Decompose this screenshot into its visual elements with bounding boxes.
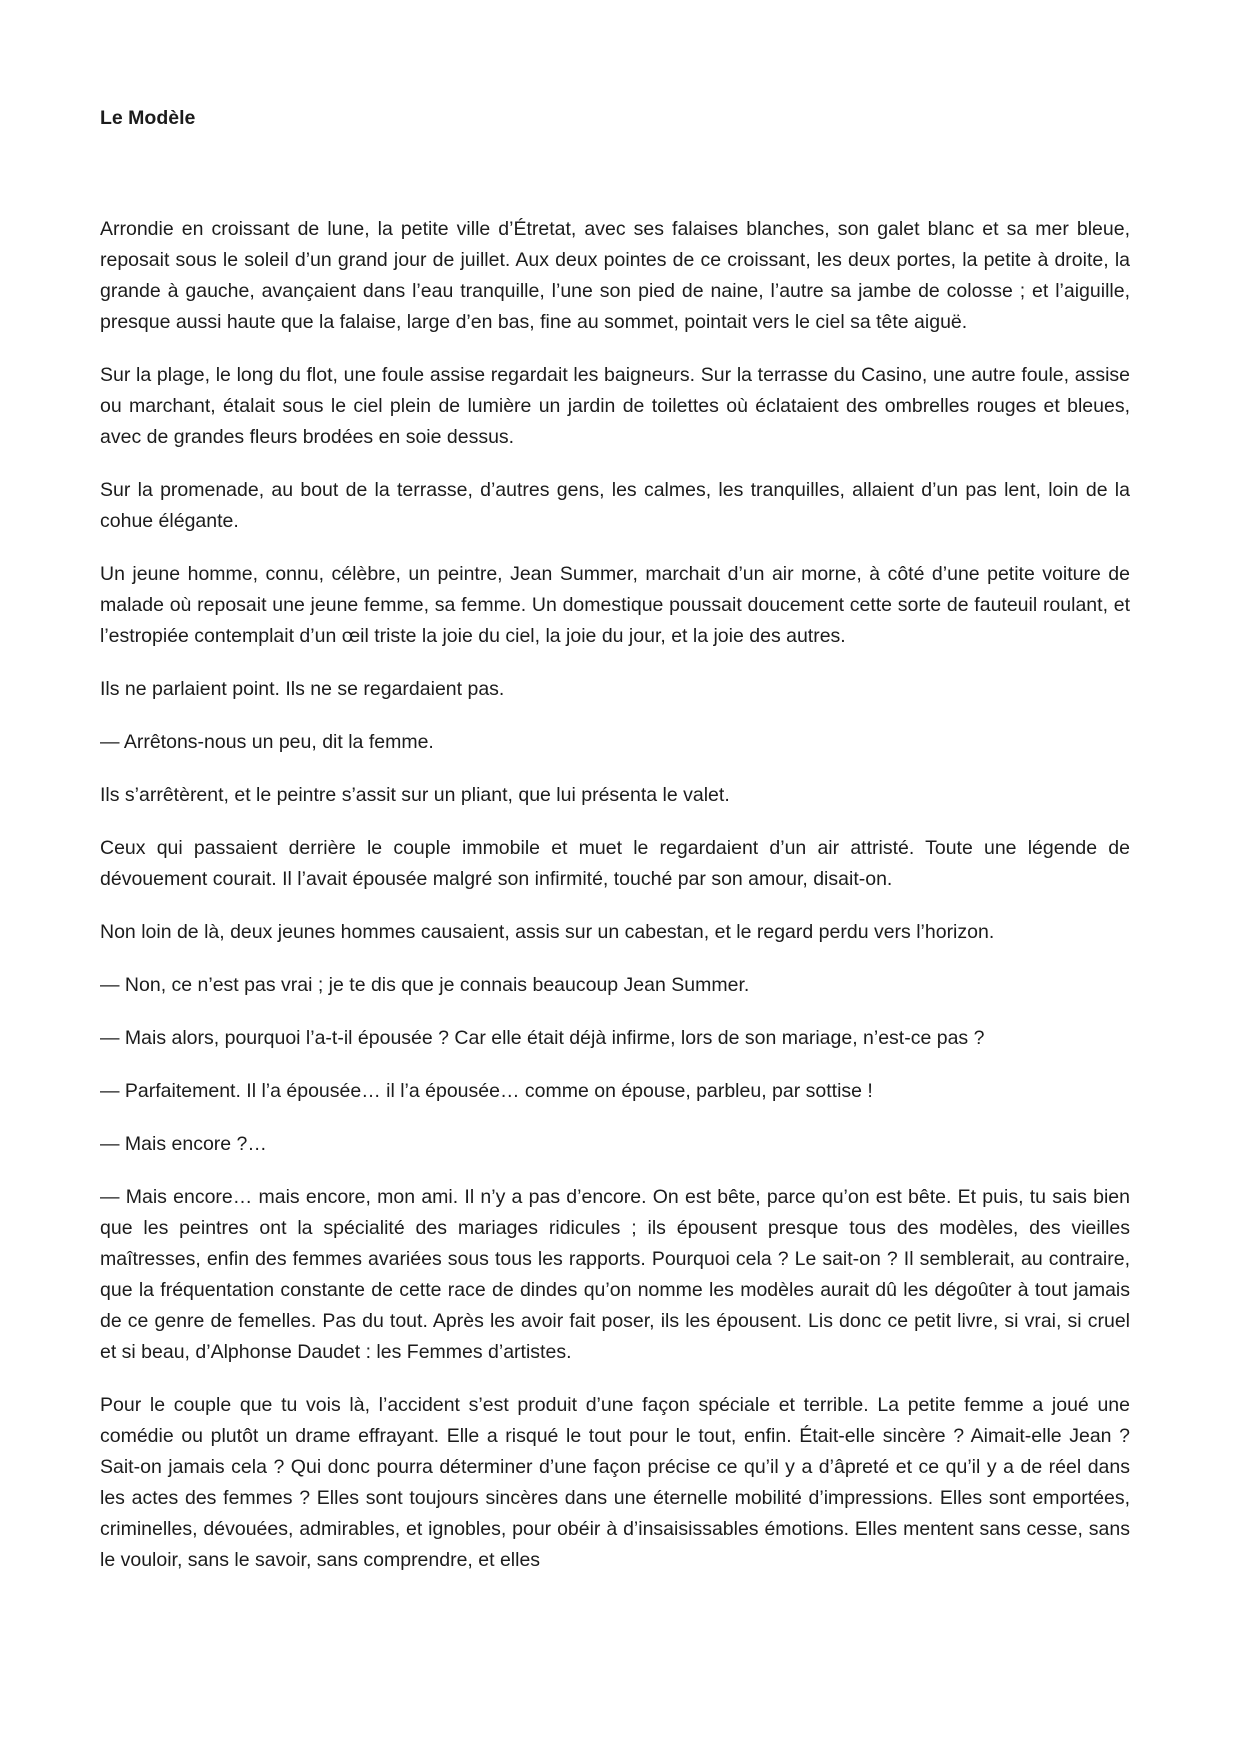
paragraph: Sur la plage, le long du flot, une foule assise regardait les baigneurs. Sur la terrasse du Casino, une autre foule, assise ou marchant, étalait sous le ciel plein de lumière un jardin de toilettes où éclataient des ombrelles rouges et bleues, avec de grandes fleurs brodées en soie dessus. bbox=[100, 364, 1130, 448]
paragraph: — Parfaitement. Il l’a épousée… il l’a épousée… comme on épouse, parbleu, par sottise ! bbox=[100, 1080, 873, 1102]
paragraph: Un jeune homme, connu, célèbre, un peintre, Jean Summer, marchait d’un air morne, à côté d’une petite voiture de malade où reposait une jeune femme, sa femme. Un domestique poussait doucement cette sorte de fauteuil roulant, et l’estropiée contemplait d’un œil triste la joie du ciel, la joie du jour, et la joie des autres. bbox=[100, 563, 1130, 647]
paragraph: Pour le couple que tu vois là, l’accident s’est produit d’une façon spéciale et terrible. La petite femme a joué une comédie ou plutôt un drame effrayant. Elle a risqué le tout pour le tout, enfin. Était-elle sincère ? Aimait-elle Jean ? Sait-on jamais cela ? Qui donc pourra déterminer d’une façon précise ce qu’il y a d’âpreté et ce qu’il y a de réel dans les actes des femmes ? Elles sont toujours sincères dans une éternelle mobilité d’impressions. Elles sont emportées, criminelles, dévouées, admirables, et ignobles, pour obéir à d’insaisissables émotions. Elles mentent sans cesse, sans le vouloir, sans le savoir, sans comprendre, et elles bbox=[100, 1394, 1130, 1571]
paragraph: Ceux qui passaient derrière le couple immobile et muet le regardaient d’un air attristé. Toute une légende de dévouement courait. Il l’avait épousée malgré son infirmité, touché par son amour, disait-on. bbox=[100, 837, 1130, 890]
paragraph: — Mais encore… mais encore, mon ami. Il n’y a pas d’encore. On est bête, parce qu’on est bête. Et puis, tu sais bien que les peintres ont la spécialité des mariages ridicules ; ils épousent presque tous des modèles, des vieilles maîtresses, enfin des femmes avariées sous tous les rapports. Pourquoi cela ? Le sait-on ? Il semblerait, au contraire, que la fréquentation constante de cette race de dindes qu’on nomme les modèles aurait dû les dégoûter à tout jamais de ce genre de femelles. Pas du tout. Après les avoir fait poser, ils les épousent. Lis donc ce petit livre, si vrai, si cruel et si beau, d’Alphonse Daudet : les Femmes d’artistes. bbox=[100, 1186, 1130, 1363]
paragraph: Arrondie en croissant de lune, la petite ville d’Étretat, avec ses falaises blanches, son galet blanc et sa mer bleue, reposait sous le soleil d’un grand jour de juillet. Aux deux pointes de ce croissant, les deux portes, la petite à droite, la grande à gauche, avançaient dans l’eau tranquille, l’une son pied de naine, l’autre sa jambe de colosse ; et l’aiguille, presque aussi haute que la falaise, large d’en bas, fine au sommet, pointait vers le ciel sa tête aiguë. bbox=[100, 218, 1130, 333]
document-title: Le Modèle bbox=[100, 107, 196, 129]
paragraph: — Mais encore ?… bbox=[100, 1133, 267, 1155]
paragraph: — Non, ce n’est pas vrai ; je te dis que je connais beaucoup Jean Summer. bbox=[100, 974, 750, 996]
paragraph: Ils ne parlaient point. Ils ne se regardaient pas. bbox=[100, 678, 505, 700]
paragraph: — Mais alors, pourquoi l’a-t-il épousée ? Car elle était déjà infirme, lors de son mariage, n’est-ce pas ? bbox=[100, 1027, 985, 1049]
paragraph: Sur la promenade, au bout de la terrasse, d’autres gens, les calmes, les tranquilles, allaient d’un pas lent, loin de la cohue élégante. bbox=[100, 479, 1130, 532]
paragraph: — Arrêtons-nous un peu, dit la femme. bbox=[100, 731, 434, 753]
document-body bbox=[100, 214, 1130, 1576]
paragraph: Non loin de là, deux jeunes hommes causaient, assis sur un cabestan, et le regard perdu vers l’horizon. bbox=[100, 921, 995, 943]
paragraph: Ils s’arrêtèrent, et le peintre s’assit sur un pliant, que lui présenta le valet. bbox=[100, 784, 730, 806]
